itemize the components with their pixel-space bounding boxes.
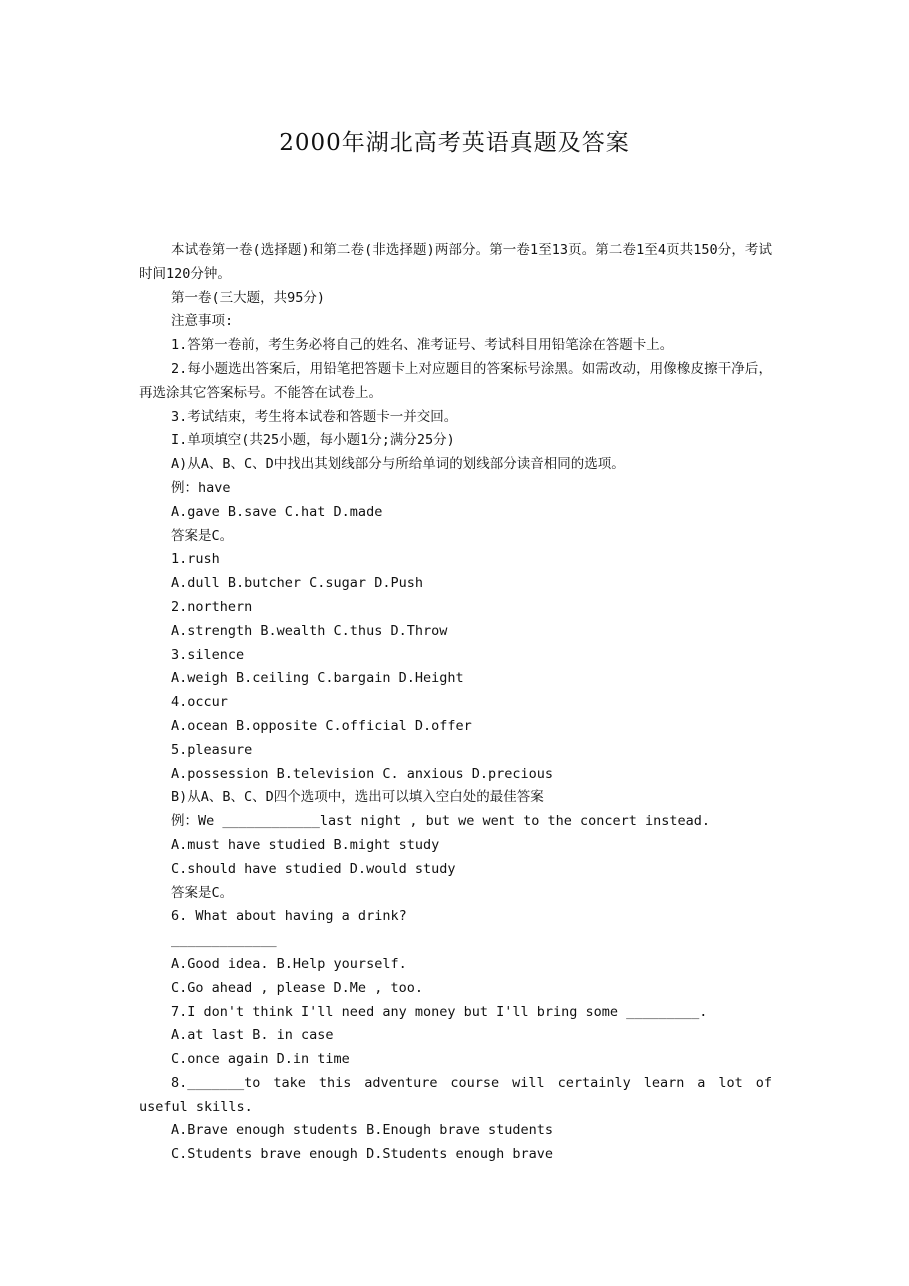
question-sentence: 7.I don't think I'll need any money but I'll bring some _________. [171,1003,708,1020]
notice-item: 2.每小题选出答案后，用铅笔把答题卡上对应题目的答案标号涂黑。如需改动，用像橡皮擦干净后，再选涂其它答案标号。不能答在试卷上。 [139,360,772,401]
notice-heading: 注意事项: [171,313,234,330]
page-title: 2000年湖北高考英语真题及答案 [279,130,630,156]
intro-paragraph: 本试卷第一卷(选择题)和第二卷(非选择题)两部分。第一卷1至13页。第二卷1至4页共150分，考试时间120分钟。 [139,242,772,282]
question-word: 1.rush [171,551,220,568]
question-options: C.Go ahead , please D.Me , too. [171,979,423,996]
question-word: 2.northern [171,598,253,615]
question-word: 3.silence [171,646,245,663]
question-word: 5.pleasure [171,741,253,758]
example-options: A.must have studied B.might study [171,836,440,853]
question-options: A.Brave enough students B.Enough brave students [171,1122,554,1139]
question-options: C.Students brave enough D.Students enough brave [171,1146,554,1163]
part-heading: I.单项填空(共25小题，每小题1分;满分25分) [171,432,455,449]
question-options: A.strength B.wealth C.thus D.Throw [171,622,448,639]
example-word: 例：have [171,479,231,496]
question-options: A.at last B. in case [171,1027,334,1044]
question-sentence: 8._______to take this adventure course will certainly learn a lot of useful skills. [139,1074,781,1115]
example-options: C.should have studied D.would study [171,860,456,877]
example-options: A.gave B.save C.hat D.made [171,503,383,520]
question-options: A.ocean B.opposite C.official D.offer [171,717,472,734]
subsection-instruction: B)从A、B、C、D四个选项中，选出可以填入空白处的最佳答案 [171,789,544,806]
example-answer: 答案是C。 [171,884,234,901]
question-options: A.dull B.butcher C.sugar D.Push [171,575,423,592]
notice-item: 3.考试结束，考生将本试卷和答题卡一并交回。 [171,408,458,425]
section-heading: 第一卷(三大题，共95分) [171,289,326,306]
question-options: A.weigh B.ceiling C.bargain D.Height [171,670,464,687]
notice-item: 1.答第一卷前，考生务必将自己的姓名、准考证号、考试科目用铅笔涂在答题卡上。 [171,337,674,354]
question-options: C.once again D.in time [171,1051,350,1068]
example-answer: 答案是C。 [171,527,234,544]
question-options: A.Good idea. B.Help yourself. [171,955,407,972]
document-body [139,239,781,1167]
answer-blank: _____________ [171,932,277,949]
question-sentence: 6. What about having a drink? [171,908,407,925]
question-word: 4.occur [171,694,228,711]
subsection-instruction: A)从A、B、C、D中找出其划线部分与所给单词的划线部分读音相同的选项。 [171,456,625,473]
question-options: A.possession B.television C. anxious D.precious [171,765,554,782]
example-sentence: 例：We ____________last night , but we went to the concert instead. [171,813,711,830]
